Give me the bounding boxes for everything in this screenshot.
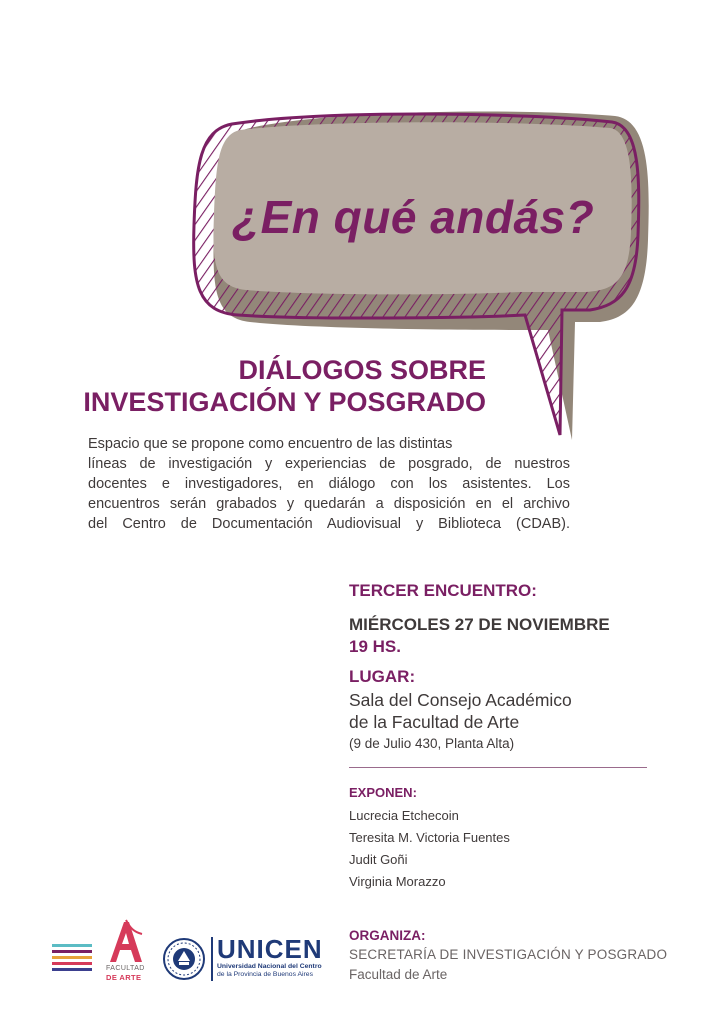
organizer-line2: Facultad de Arte bbox=[349, 967, 448, 982]
stripe bbox=[52, 950, 92, 953]
university-seal-icon bbox=[162, 937, 206, 981]
intro-line: docentes e investigadores, en diálogo con los asistentes. Los bbox=[88, 476, 570, 492]
bubble-title: ¿En qué andás? bbox=[232, 191, 595, 243]
place-label: LUGAR: bbox=[349, 667, 416, 686]
stripe bbox=[52, 968, 92, 971]
stripe bbox=[52, 944, 92, 947]
stripes-logo-icon bbox=[52, 944, 92, 974]
intro-line: líneas de investigación y experiencias de posgrado, de nuestros bbox=[88, 456, 570, 472]
speaker-name: Judit Goñi bbox=[349, 852, 408, 867]
speaker-name: Virginia Morazzo bbox=[349, 874, 446, 889]
section-divider bbox=[349, 767, 647, 768]
stripe bbox=[52, 962, 92, 965]
speaker-name: Lucrecia Etchecoin bbox=[349, 808, 459, 823]
place-line2: de la Facultad de Arte bbox=[349, 712, 520, 732]
stripe bbox=[52, 956, 92, 959]
main-heading-line1: DIÁLOGOS SOBRE bbox=[238, 355, 486, 385]
event-date: MIÉRCOLES 27 DE NOVIEMBRE bbox=[349, 615, 610, 634]
organizer-line1: SECRETARÍA DE INVESTIGACIÓN Y POSGRADO bbox=[349, 947, 668, 962]
place-line1: Sala del Consejo Académico bbox=[349, 690, 572, 710]
speakers-label: EXPONEN: bbox=[349, 785, 417, 800]
unicen-divider bbox=[211, 937, 213, 981]
place-address: (9 de Julio 430, Planta Alta) bbox=[349, 736, 515, 751]
unicen-logo-name: UNICEN bbox=[217, 934, 323, 964]
main-heading-line2: INVESTIGACIÓN Y POSGRADO bbox=[83, 387, 486, 417]
facultad-logo-text1: FACULTAD bbox=[106, 965, 145, 972]
intro-line: Espacio que se propone como encuentro de las distintas bbox=[88, 436, 453, 452]
intro-line: encuentros serán grabados y quedarán a disposición en el archivo bbox=[88, 496, 570, 512]
unicen-logo-sub1: Universidad Nacional del Centro bbox=[217, 963, 322, 970]
intro-paragraph bbox=[88, 434, 570, 534]
speaker-name: Teresita M. Victoria Fuentes bbox=[349, 830, 510, 845]
facultad-logo-text2: DE ARTE bbox=[106, 973, 142, 982]
intro-line: del Centro de Documentación Audiovisual y Biblioteca (CDAB). bbox=[88, 516, 570, 532]
unicen-logo-sub2: de la Provincia de Buenos Aires bbox=[217, 971, 313, 978]
event-time: 19 HS. bbox=[349, 637, 401, 656]
event-label: TERCER ENCUENTRO: bbox=[349, 581, 537, 600]
organizer-label: ORGANIZA: bbox=[349, 928, 426, 943]
